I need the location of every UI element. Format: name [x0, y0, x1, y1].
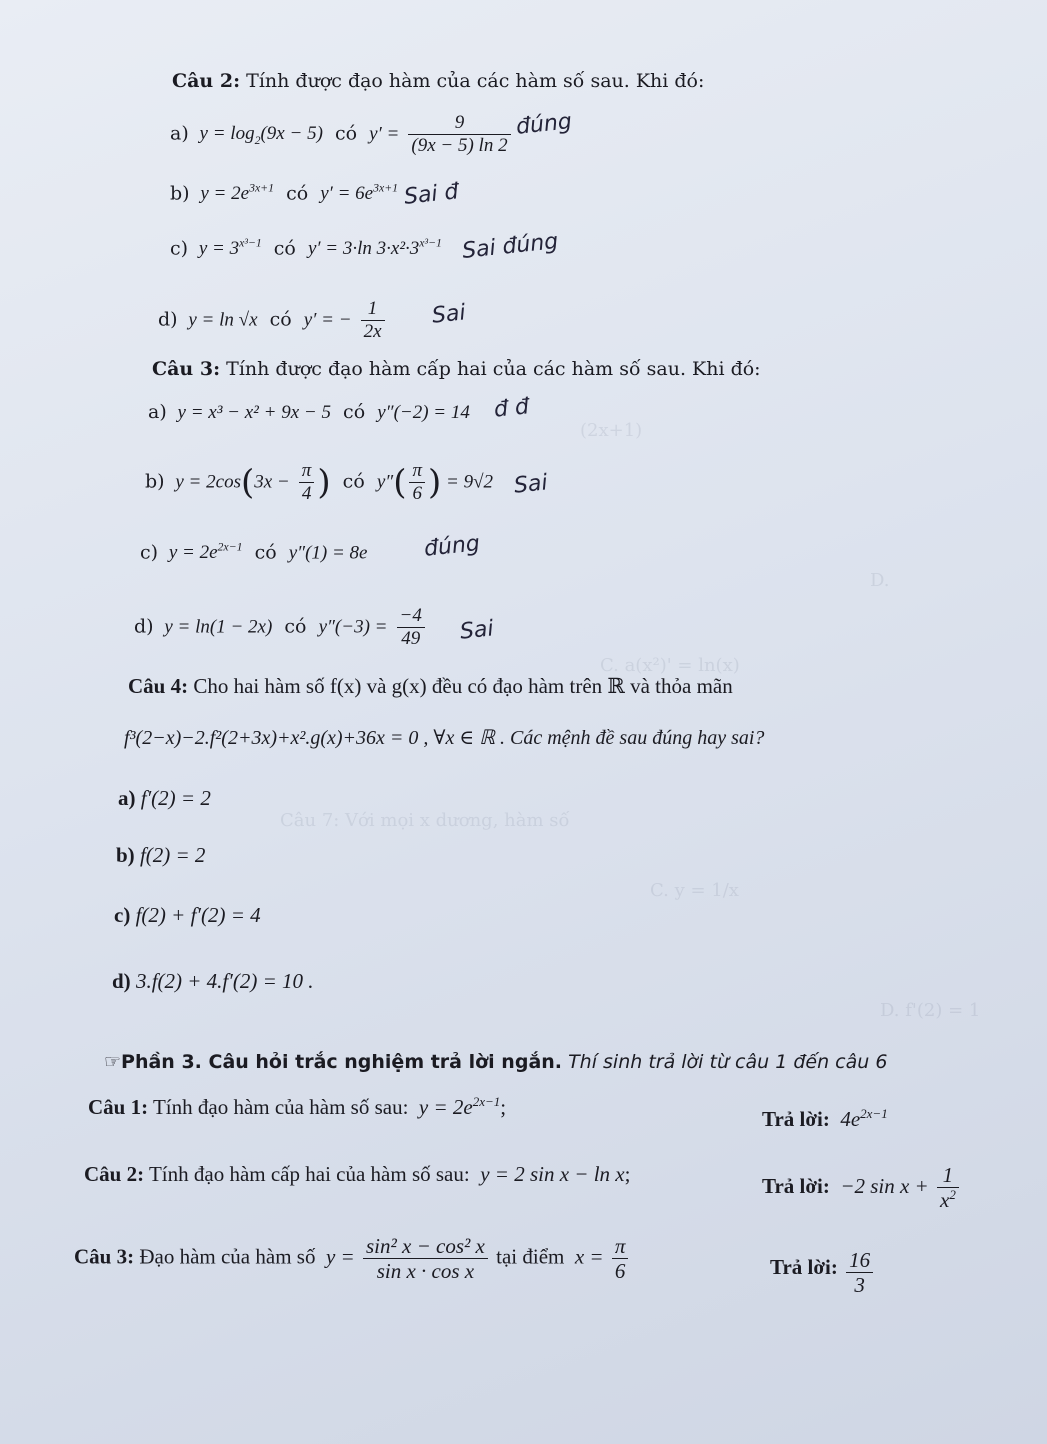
- part3-heading: [104, 1053, 887, 1072]
- handwritten-mark-q2c: Sai đúng: [460, 229, 560, 264]
- handwritten-mark-q2d: Sai: [430, 300, 467, 329]
- q2-item-d: d) y = ln √x có y′ = − $\frac{1}{2x}$: [158, 298, 388, 343]
- q4-item-d: d) 3.f(2) + 4.f′(2) = 10 .: [112, 969, 314, 993]
- q2-item-a: a) $y = \log_2(9x - 5)$ có y′ = $\frac{9}{(9x - 5) \ln 2}$: [170, 112, 514, 157]
- q2-item-c: c) $y = 3^{x^3-1}$ có y′ = 3·ln $3\cdot x^2\cdot 3^{x^3-1}$: [170, 237, 442, 260]
- part3-note: Thí sinh trả lời từ câu 1 đến câu 6: [568, 1051, 888, 1073]
- q3-item-b: b) y = 2cos(3x − $\frac{\pi}{4}$ ) có y″( $\frac{\pi}{6}$ ) = 9√2: [145, 460, 494, 504]
- q2-item-b: b) $y = 2e^{3x+1}$ có $y' = 6e^{3x+1}$: [170, 182, 399, 205]
- q4-item-a: a) f′(2) = 2: [118, 786, 211, 810]
- q4-heading: [128, 676, 733, 697]
- q2-heading: [172, 72, 704, 91]
- q3-item-a: a) y = x³ − x² + 9x − 5 có y″(−2) = 14: [148, 401, 470, 423]
- handwritten-mark-q2a: đúng: [514, 109, 573, 140]
- handwritten-mark-q3a: đ đ: [492, 394, 531, 423]
- part3-title: ☞Phần 3. Câu hỏi trắc nghiệm trả lời ngắn.: [104, 1051, 563, 1073]
- p3-q1: Câu 1: Tính đạo hàm của hàm số sau: $y = 2e^{2x-1}$;: [88, 1094, 507, 1119]
- p3-q2: Câu 2: Tính đạo hàm cấp hai của hàm số sau: y = 2 sin x − ln x;: [84, 1162, 631, 1186]
- q4-text: Cho hai hàm số f(x) và g(x) đều có đạo hàm trên ℝ và thỏa mãn: [193, 674, 733, 698]
- q3-text: Tính được đạo hàm cấp hai của các hàm số sau. Khi đó:: [226, 358, 761, 380]
- q3-item-c: c) $y = 2e^{2x-1}$ có y″(1) = 8e: [140, 541, 368, 564]
- q3-heading: [152, 360, 761, 379]
- p3-q2-answer: Trả lời: −2 sin x + $\frac{1}{x^2}$: [762, 1163, 962, 1212]
- document-page: (2x+1) D. C. a(x²)' = ln(x) Câu 7: Với mọi x dương, hàm số C. y = 1/x D. f'(2) = 1 Câu 2: Tính được đạo hàm của các hàm số sau. Khi đó: a) $y = \log_2(9x - 5)$ có y′ = $\frac{9}{(9x - 5) \ln 2}$ đúng b) $y = 2e^{3x+1}$ có $y' = 6e^{3x+1}$ Sai đ c) $y = 3^{x^3-1}$ có y′ = 3·ln $3\cdot x^2\cdot 3^{x^3-1}$ Sai đúng d) y = ln √x có y′ = − $\frac{1}{2x}$ Sai Câu 3: Tính được đạo hàm cấp hai của các hàm số sau. Khi đó: a) y = x³ − x² + 9x − 5 có y″(−2) = 14 đ đ b) y = 2cos(3x − $\frac{\pi}{4}$ ) có y″( $\frac{\pi}{6}$ ) = 9√2 Sai c) $y = 2e^{2x-1}$ có y″(1) = 8e đúng d) y = ln(1 − 2x) có y″(−3) = $\frac{-4}{49}$ Sai Câu 4: Cho hai hàm số f(x) và g(x) đều có đạo hàm trên ℝ và thỏa mãn f³(2−x)−2.f²(2+3x)+x².g(x)+36x = 0 , ∀x ∈ ℝ . Các mệnh đề sau đúng hay sai? a) f′(2) = 2 b) f(2) = 2 c) f(2) + f′(2) = 4 d) 3.f(2) + 4.f′(2) = 10 . ☞Phần 3. Câu hỏi trắc nghiệm trả lời ngắn. Thí sinh trả lời từ câu 1 đến câu 6 Câu 1: Tính đạo hàm của hàm số sau: $y = 2e^{2x-1}$; Trả lời: $4e^{2x-1}$ Câu 2: Tính đạo hàm cấp hai của hàm số sau: y = 2 sin x − ln x; Trả lời: −2 sin x + $\frac{1}{x^2}$ Câu 3: Đạo hàm của hàm số y = $\frac{\text{sin² x − cos² x}}{\text{sin x · cos x}}$ tại điểm x = $\frac{\pi}{6}$ Trả lời: $\frac{16}{3}$: [74, 70, 981, 1298]
- q2-title: Câu 2:: [172, 70, 241, 92]
- q3-item-d: d) y = ln(1 − 2x) có y″(−3) = $\frac{-4}{49}$: [134, 605, 428, 650]
- p3-q3-answer: Trả lời: $\frac{16}{3}$: [770, 1248, 876, 1297]
- q4-title: Câu 4:: [128, 674, 189, 698]
- q3-title: Câu 3:: [152, 358, 221, 380]
- handwritten-mark-q3d: Sai: [458, 616, 495, 645]
- p3-q3: Câu 3: Đạo hàm của hàm số y = $\frac{\text{sin² x − cos² x}}{\text{sin x · cos x}}$ tại điểm x = $\frac{\pi}{6}$: [74, 1234, 631, 1283]
- handwritten-mark-q2b: Sai đ: [402, 179, 460, 210]
- handwritten-mark-q3c: đúng: [422, 531, 481, 562]
- q4-item-b: b) f(2) = 2: [116, 843, 206, 867]
- p3-q1-answer: Trả lời: $4e^{2x-1}$: [762, 1106, 888, 1131]
- handwritten-mark-q3b: Sai: [512, 470, 549, 499]
- q2-text: Tính được đạo hàm của các hàm số sau. Khi đó:: [246, 70, 705, 92]
- q4-item-c: c) f(2) + f′(2) = 4: [114, 903, 261, 927]
- q4-equation: f³(2−x)−2.f²(2+3x)+x².g(x)+36x = 0 , ∀x ∈ ℝ . Các mệnh đề sau đúng hay sai?: [124, 727, 765, 749]
